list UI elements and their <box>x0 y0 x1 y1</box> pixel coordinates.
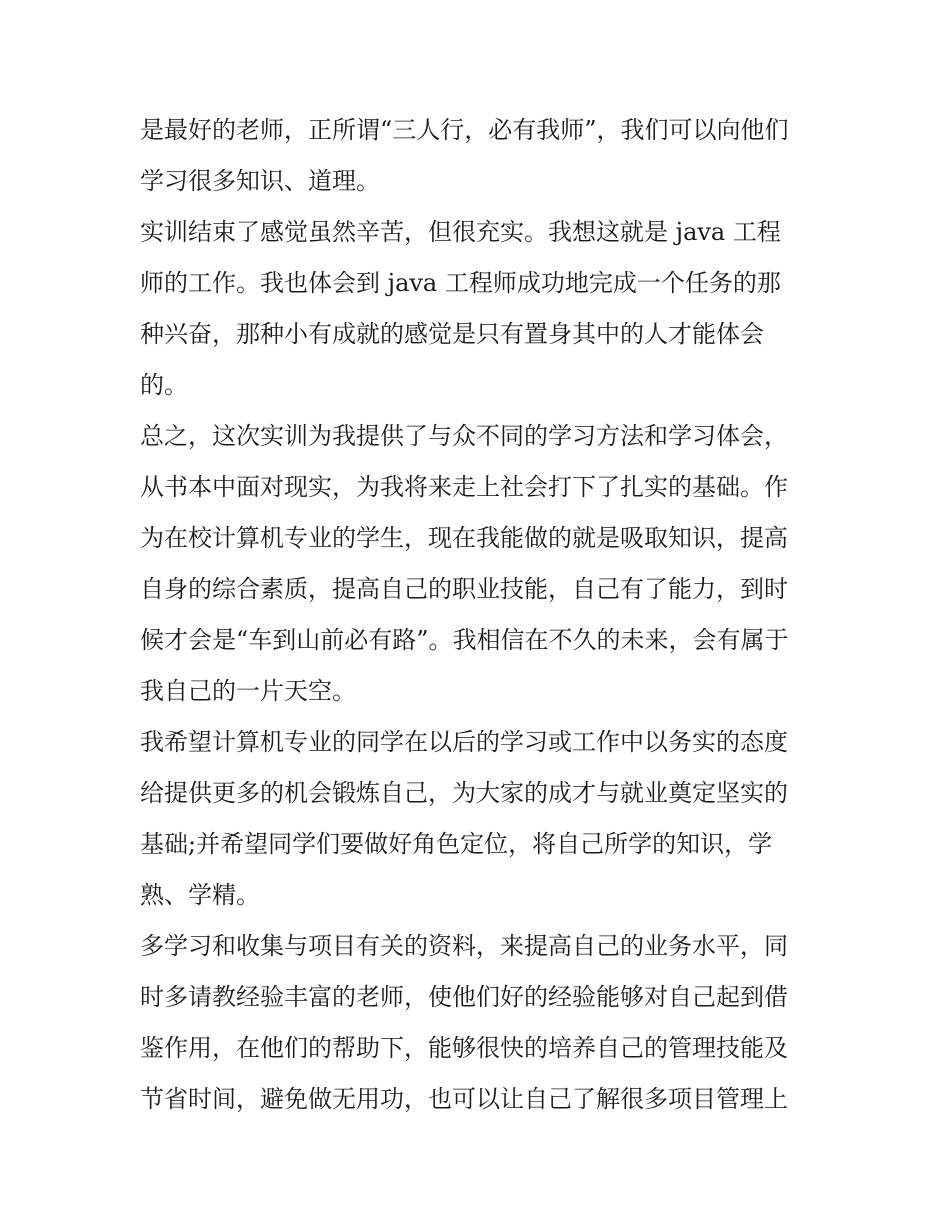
text-line: 候才会是“车到山前必有路”。我相信在不久的未来，会有属于 <box>140 626 789 654</box>
text-line: 从书本中面对现实，为我将来走上社会打下了扎实的基础。作 <box>140 473 788 501</box>
text-line: 熟、学精。 <box>140 881 260 909</box>
text-line: 基础;并希望同学们要做好角色定位，将自己所学的知识，学 <box>140 830 773 858</box>
text-line: 鉴作用，在他们的帮助下，能够很快的培养自己的管理技能及 <box>140 1034 788 1062</box>
text-line: 学习很多知识、道理。 <box>140 167 380 195</box>
text-line: 我自己的一片天空。 <box>140 677 356 705</box>
text-line: 时多请教经验丰富的老师，使他们好的经验能够对自己起到借 <box>140 983 788 1011</box>
text-line: 给提供更多的机会锻炼自己，为大家的成才与就业奠定坚实的 <box>140 779 788 807</box>
text-line: 师的工作。我也体会到 java 工程师成功地完成一个任务的那 <box>140 269 781 297</box>
paragraph-2 <box>140 207 820 411</box>
text-line: 总之，这次实训为我提供了与众不同的学习方法和学习体会， <box>140 422 788 450</box>
text-line: 种兴奋，那种小有成就的感觉是只有置身其中的人才能体会 <box>140 320 764 348</box>
paragraph-5 <box>140 921 820 1125</box>
text-line: 自身的综合素质，提高自己的职业技能，自己有了能力，到时 <box>140 575 788 603</box>
text-line: 我希望计算机专业的同学在以后的学习或工作中以务实的态度 <box>140 728 788 756</box>
text-line: 节省时间，避免做无用功，也可以让自己了解很多项目管理上 <box>140 1085 788 1113</box>
document-body <box>140 105 820 1125</box>
text-line: 的。 <box>140 371 188 399</box>
paragraph-3 <box>140 411 820 717</box>
text-line: 是最好的老师，正所谓“三人行，必有我师”，我们可以向他们 <box>140 116 789 144</box>
text-line: 为在校计算机专业的学生，现在我能做的就是吸取知识，提高 <box>140 524 788 552</box>
text-line: 实训结束了感觉虽然辛苦，但很充实。我想这就是 java 工程 <box>140 218 781 246</box>
text-line: 多学习和收集与项目有关的资料，来提高自己的业务水平，同 <box>140 932 788 960</box>
paragraph-1 <box>140 105 820 207</box>
paragraph-4 <box>140 717 820 921</box>
